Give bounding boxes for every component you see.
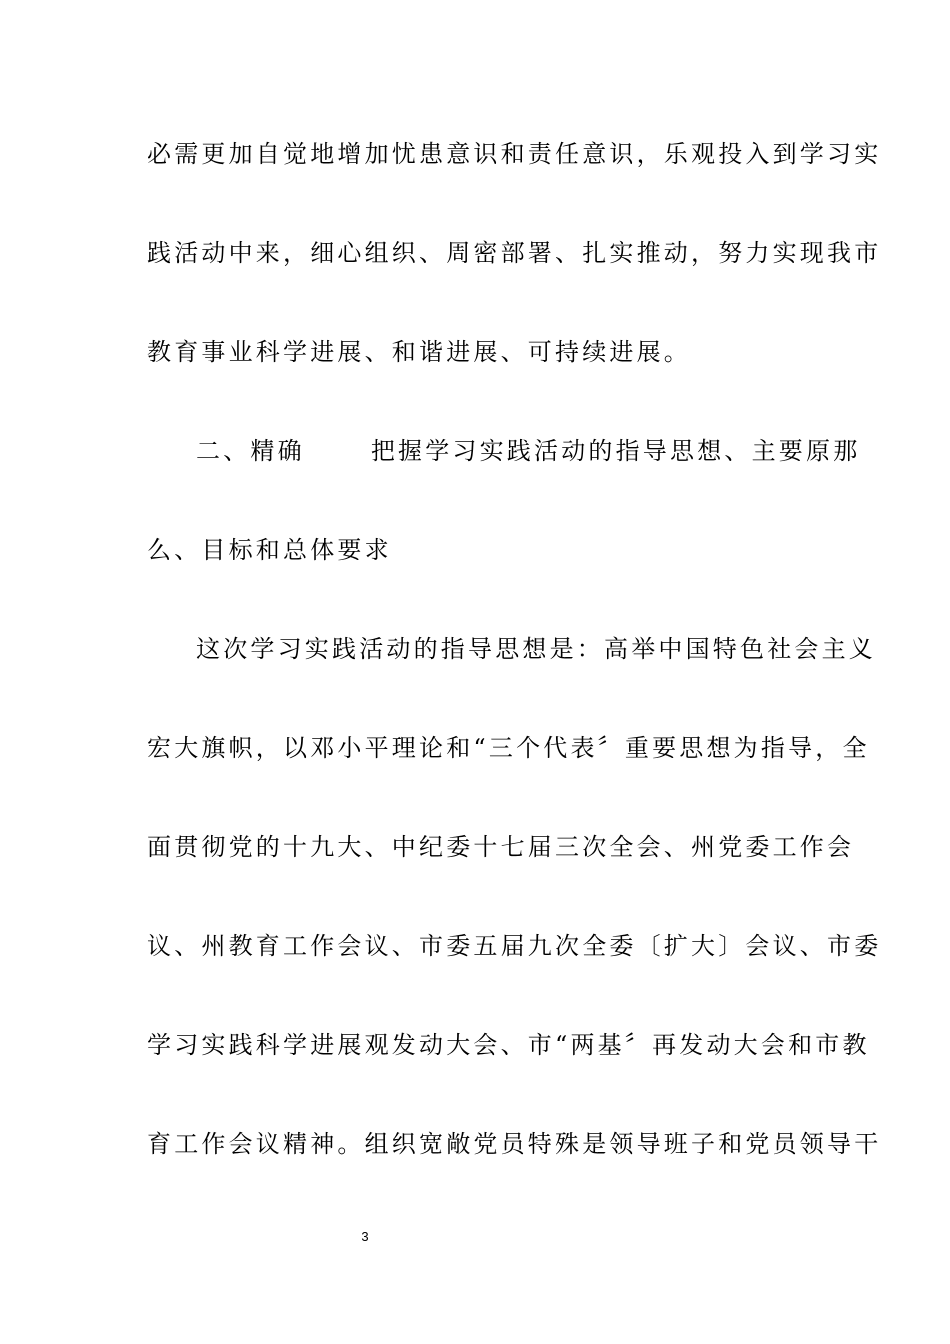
text-line: 育工作会议精神。组织宽敞党员特殊是领导班子和党员领导干 — [147, 1130, 882, 1158]
section-heading-title: 把握学习实践活动的指导思想、主要原那 — [370, 437, 861, 465]
text-line: 议、州教育工作会议、市委五届九次全委〔扩大〕会议、市委 — [147, 932, 882, 960]
section-heading-continuation: 么、目标和总体要求 — [147, 536, 392, 564]
text-line: 必需更加自觉地增加忧患意识和责任意识，乐观投入到学习实 — [147, 140, 882, 168]
page-number: 3 — [361, 1229, 369, 1244]
text-line: 这次学习实践活动的指导思想是：高举中国特色社会主义 — [196, 635, 876, 663]
text-line: 学习实践科学进展观发动大会、市“两基〞再发动大会和市教 — [147, 1031, 870, 1059]
section-heading — [196, 436, 860, 466]
text-line: 面贯彻党的十九大、中纪委十七届三次全会、州党委工作会 — [147, 833, 855, 861]
section-heading-number: 二、精确 — [196, 437, 305, 465]
text-line: 践活动中来，细心组织、周密部署、扎实推动，努力实现我市 — [147, 239, 882, 267]
text-line: 宏大旗帜，以邓小平理论和“三个代表〞重要思想为指导，全 — [147, 734, 870, 762]
text-line: 教育事业科学进展、和谐进展、可持续进展。 — [147, 338, 691, 366]
